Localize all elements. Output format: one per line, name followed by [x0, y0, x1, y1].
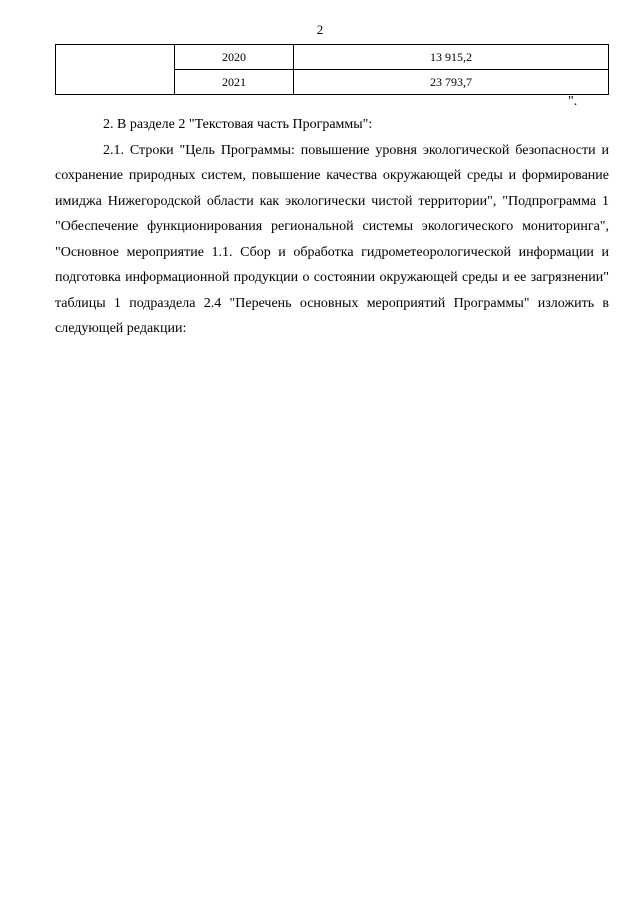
closing-quote: ".	[568, 94, 578, 109]
page-number: 2	[316, 22, 324, 37]
table-cell-year: 2020	[175, 45, 294, 70]
budget-table	[55, 44, 609, 95]
paragraph-amendment: 2.1. Строки "Цель Программы: повышение уровня экологической безопасности и сохранение природных систем, повышение качества окружающей среды и формирование имиджа Нижегородской области как экологически чистой территории", "Подпрограмма 1 "Обеспечение функционирования региональной системы экологического мониторинга", "Основное мероприятие 1.1. Сбор и обработка гидрометеорологической информации и подготовка информационной продукции о состоянии окружающей среды и ее загрязнении" таблицы 1 подраздела 2.4 "Перечень основных мероприятий Программы" изложить в следующей редакции:	[55, 142, 609, 336]
table-row	[56, 45, 609, 70]
table-blank-cell	[56, 45, 175, 95]
paragraph-section-heading: 2. В разделе 2 "Текстовая часть Программы":	[103, 117, 373, 132]
table-cell-year: 2021	[175, 70, 294, 95]
table-cell-amount: 13 915,2	[294, 45, 609, 70]
document-body	[55, 112, 609, 342]
table-cell-amount: 23 793,7	[294, 70, 609, 95]
